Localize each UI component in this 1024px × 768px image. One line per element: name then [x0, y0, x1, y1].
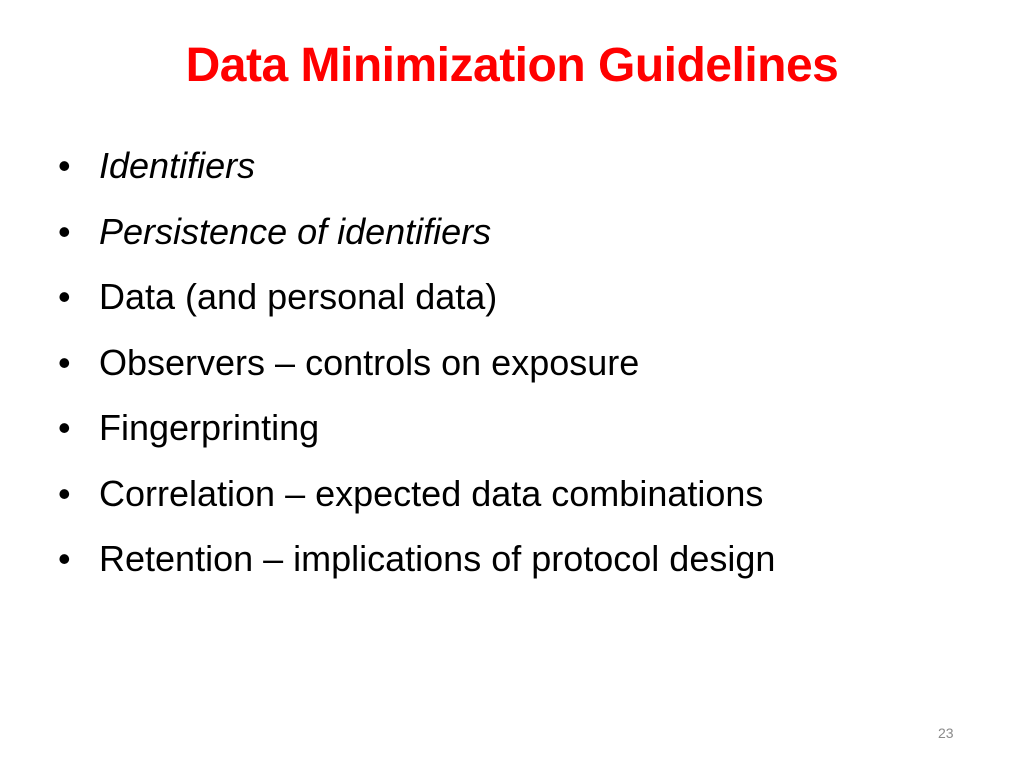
bullet-item-identifiers: [58, 135, 998, 201]
bullet-text: Retention – implications of protocol design: [99, 538, 776, 579]
bullet-text: Fingerprinting: [99, 407, 320, 448]
bullet-icon: •: [58, 145, 71, 186]
bullet-text: Observers – controls on exposure: [99, 341, 640, 383]
bullet-list: [58, 135, 998, 594]
bullet-item-observers: [58, 332, 998, 398]
page-number: 23: [938, 725, 954, 741]
bullet-icon: •: [58, 341, 71, 383]
bullet-text: Data (and personal data): [99, 276, 498, 317]
bullet-text: Persistence of identifiers: [99, 210, 492, 252]
bullet-item-persistence: [58, 201, 998, 267]
bullet-item-data: [58, 266, 998, 332]
bullet-icon: •: [58, 407, 71, 448]
bullet-text: Correlation – expected data combinations: [99, 472, 764, 514]
bullet-icon: •: [58, 210, 71, 252]
bullet-item-correlation: [58, 463, 998, 529]
bullet-item-retention: [58, 528, 998, 594]
bullet-item-fingerprinting: [58, 397, 998, 463]
bullet-icon: •: [58, 472, 71, 514]
slide-title: Data Minimization Guidelines: [185, 39, 839, 92]
bullet-text: Identifiers: [99, 145, 256, 186]
bullet-icon: •: [58, 538, 71, 579]
bullet-icon: •: [58, 276, 71, 317]
